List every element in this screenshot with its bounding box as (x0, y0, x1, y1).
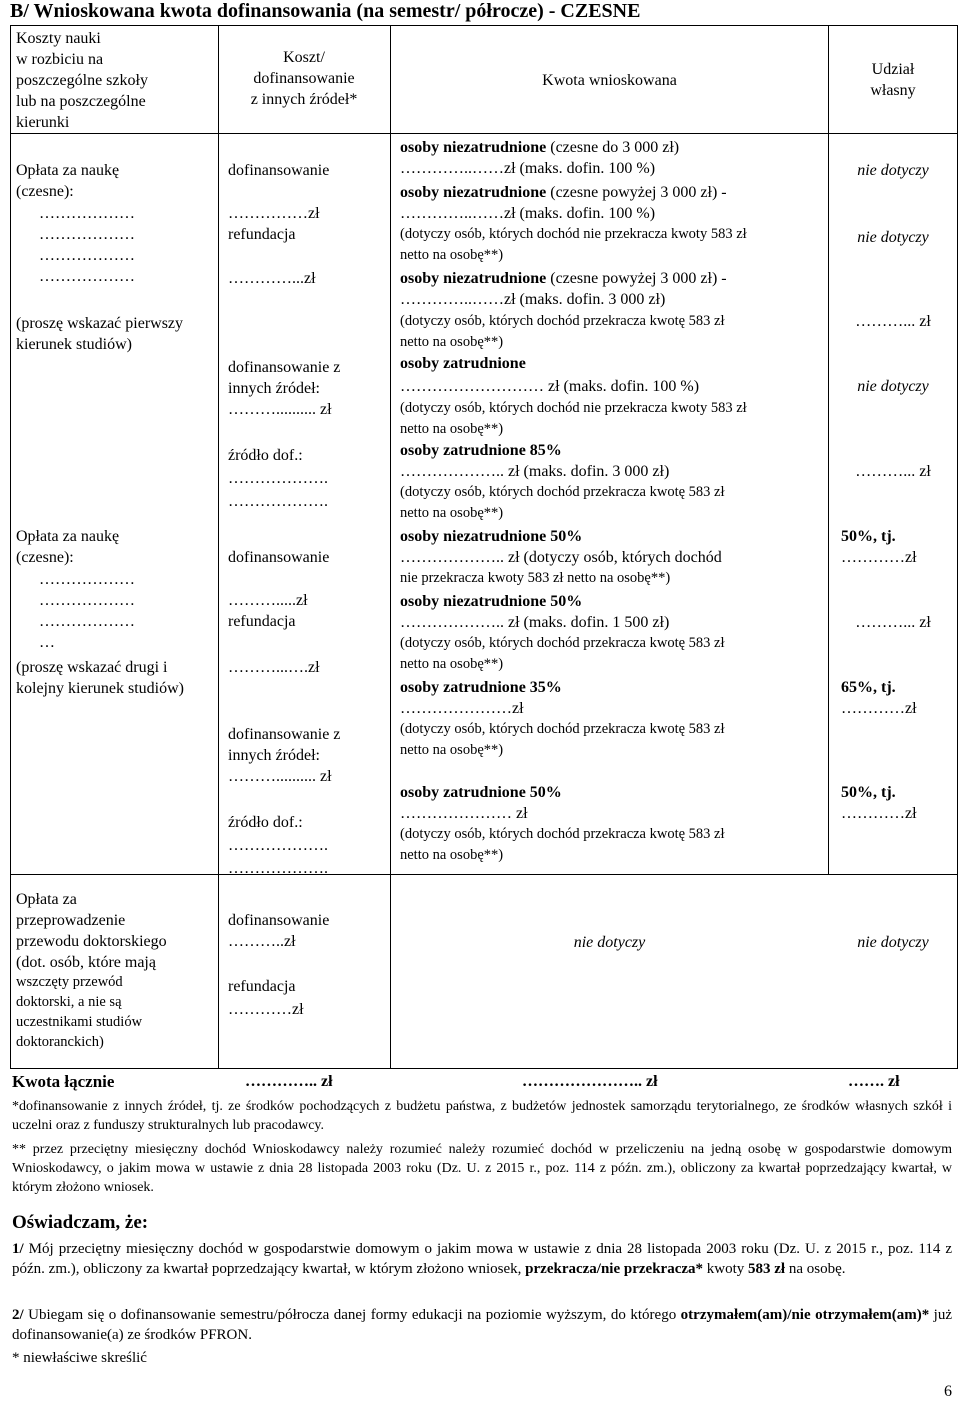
entry-amount[interactable]: …………………zł (400, 700, 524, 717)
header-costs-line: lub na poszczególne (16, 93, 146, 110)
tuition-first-label: (czesne): (16, 183, 74, 200)
tuition-first-hint: kierunek studiów) (16, 336, 132, 353)
doctoral-fee-label: doktorski, a nie są (16, 994, 122, 1010)
entry-note: netto na osobę**) (400, 742, 504, 758)
tuition-second-blank: ……………… (39, 592, 135, 609)
tuition-second-label: Opłata za naukę (16, 528, 120, 545)
source-value[interactable]: ………………. (228, 493, 328, 510)
entry-note: netto na osobę**) (400, 247, 504, 263)
declaration-1: 1/ Mój przeciętny miesięczny dochód w gospodarstwie domowym o jakim mowa w ustawie z dnia 28 listopada 2003 roku (Dz. U. z 2015 r., poz. 114 z późn. zm.), obliczony za kwartał poprzedzający kwartał, w którym złożono wniosek, przekracza/nie przekracza* kwoty 583 zł na osobę. (12, 1241, 952, 1277)
own-share-value: nie dotyczy (857, 162, 929, 179)
tuition-first-blank: ……………… (39, 205, 135, 222)
total-label: Kwota łącznie (12, 1072, 115, 1091)
entry-amount[interactable]: …………..……zł (maks. dofin. 100 %) (400, 205, 656, 222)
entry-amount[interactable]: ……………………… zł (maks. dofin. 100 %) (400, 378, 700, 395)
tuition-first-blank: ……………… (39, 268, 135, 285)
tuition-second-blank: ……………… (39, 613, 135, 630)
entry-title: osoby zatrudnione 85% (400, 442, 562, 459)
entry-amount[interactable]: …………..……zł (maks. dofin. 3 000 zł) (400, 291, 666, 308)
own-share-value[interactable]: ………... zł (855, 614, 931, 631)
tuition-first-hint: (proszę wskazać pierwszy (16, 315, 184, 332)
entry-title: osoby zatrudnione (400, 355, 526, 372)
page-number: 6 (944, 1383, 952, 1400)
tuition-second-hint: kolejny kierunek studiów) (16, 680, 184, 697)
entry-amount[interactable]: ……………….. zł (dotyczy osób, których dochód (400, 549, 722, 566)
entry-note: (dotyczy osób, których dochód przekracza kwotę 583 zł (400, 313, 725, 329)
tuition-first-label: Opłata za naukę (16, 162, 120, 179)
entry-note: nie przekracza kwoty 583 zł netto na osobę**) (400, 570, 671, 586)
entry-note: netto na osobę**) (400, 505, 504, 521)
footnote-other-sources: *dofinansowanie z innych źródeł, tj. ze środków pochodzących z budżetu państwa, z budżetów jednostek samorządu terytorialnego, ze środków własnych szkół i uczelni oraz z funduszy strukturalnych lub pracodawcy. (12, 1099, 952, 1133)
other-sources-label: innych źródeł: (228, 380, 320, 397)
header-cost-line: dofinansowanie (253, 70, 355, 87)
co-funding-label: dofinansowanie (228, 162, 330, 179)
entry-amount[interactable]: ………………… zł (400, 805, 528, 822)
co-funding-label: dofinansowanie (228, 912, 330, 929)
col-divider (218, 26, 219, 1069)
tuition-first-blank: ……………… (39, 247, 135, 264)
source-label: źródło dof.: (228, 814, 303, 831)
entry-title: osoby zatrudnione 35% (400, 679, 562, 696)
header-requested-amount: Kwota wnioskowana (542, 72, 677, 89)
doctoral-fee-label: przewodu doktorskiego (16, 933, 167, 950)
entry-note: (dotyczy osób, których dochód przekracza kwotę 583 zł (400, 721, 725, 737)
doctoral-fee-label: przeprowadzenie (16, 912, 126, 929)
doctoral-fee-label: uczestnikami studiów (16, 1014, 143, 1030)
row-divider (11, 133, 957, 134)
source-label: źródło dof.: (228, 447, 303, 464)
other-sources-amount[interactable]: ……….......... zł (228, 401, 332, 418)
source-value[interactable]: ………………. (228, 470, 328, 487)
entry-note: (dotyczy osób, których dochód przekracza kwotę 583 zł (400, 484, 725, 500)
entry-note: netto na osobę**) (400, 656, 504, 672)
row-divider (11, 874, 957, 875)
doctoral-fee-label: Opłata za (16, 891, 77, 908)
strike-note: * niewłaściwe skreślić (12, 1350, 147, 1366)
refund-amount[interactable]: …………...zł (228, 270, 316, 287)
entry-note: netto na osobę**) (400, 334, 504, 350)
declaration-2: 2/ Ubiegam się o dofinansowanie semestru/półrocza danej formy edukacji na poziomie wyższym, do którego otrzymałem(am)/nie otrzymałem(am)* już dofinansowanie(a) ze środków PFRON. (12, 1307, 952, 1343)
header-cost-line: Koszt/ (283, 49, 325, 66)
entry-note: (dotyczy osób, których dochód nie przekracza kwoty 583 zł (400, 400, 747, 416)
own-share-percent: 50%, tj. (841, 784, 896, 801)
section-heading: B/ Wnioskowana kwota dofinansowania (na semestr/ półrocze) - CZESNE (10, 0, 641, 22)
tuition-second-blank: … (39, 634, 55, 651)
entry-title: osoby niezatrudnione (czesne powyżej 3 000 zł) - (400, 184, 727, 201)
col-divider (390, 26, 391, 1069)
entry-note: (dotyczy osób, których dochód przekracza kwotę 583 zł (400, 826, 725, 842)
total-cost-value[interactable]: ………….. zł (245, 1073, 333, 1090)
co-funding-amount[interactable]: ……….....zł (228, 592, 308, 609)
other-sources-amount[interactable]: ……….......... zł (228, 768, 332, 785)
header-own-share: Udział (871, 61, 915, 78)
own-share-not-applicable: nie dotyczy (857, 934, 929, 951)
header-cost-line: z innych źródeł* (250, 91, 358, 108)
entry-note: netto na osobę**) (400, 847, 504, 863)
entry-title: osoby niezatrudnione (czesne do 3 000 zł) (400, 139, 680, 156)
own-share-percent: 50%, tj. (841, 528, 896, 545)
entry-title: osoby niezatrudnione 50% (400, 593, 583, 610)
other-sources-label: dofinansowanie z (228, 359, 341, 376)
own-share-value[interactable]: ………... zł (855, 313, 931, 330)
tuition-second-blank: ……………… (39, 571, 135, 588)
own-share-value[interactable]: …………zł (841, 700, 917, 717)
entry-amount[interactable]: ……………….. zł (maks. dofin. 3 000 zł) (400, 463, 670, 480)
declaration-heading: Oświadczam, że: (12, 1212, 149, 1233)
requested-not-applicable: nie dotyczy (573, 934, 646, 951)
tuition-second-label: (czesne): (16, 549, 74, 566)
total-requested-value[interactable]: ………………….. zł (522, 1073, 658, 1090)
co-funding-label: dofinansowanie (228, 549, 330, 566)
total-own-value[interactable]: ……. zł (848, 1073, 900, 1090)
header-costs-line: kierunki (16, 114, 70, 131)
doctoral-fee-label: doktoranckich) (16, 1034, 104, 1050)
refund-amount[interactable]: …………zł (228, 1001, 304, 1018)
refund-label: refundacja (228, 613, 296, 630)
source-value[interactable]: ………………. (228, 837, 328, 854)
refund-label: refundacja (228, 226, 296, 243)
co-funding-amount[interactable]: ………..zł (228, 933, 296, 950)
entry-title: osoby zatrudnione 50% (400, 784, 562, 801)
header-costs-line: w rozbiciu na (16, 51, 104, 68)
own-share-value: nie dotyczy (857, 378, 929, 395)
refund-amount[interactable]: ………...….zł (228, 659, 320, 676)
own-share-value[interactable]: ………... zł (855, 463, 931, 480)
tuition-second-hint: (proszę wskazać drugi i (16, 659, 168, 676)
co-funding-amount[interactable]: ……………zł (228, 205, 320, 222)
tuition-first-blank: ……………… (39, 226, 135, 243)
source-value[interactable]: ………………. (228, 860, 328, 877)
col-divider (828, 26, 829, 874)
entry-note: (dotyczy osób, których dochód przekracza kwotę 583 zł (400, 635, 725, 651)
own-share-value[interactable]: …………zł (841, 805, 917, 822)
entry-amount[interactable]: …………..……zł (maks. dofin. 100 %) (400, 160, 656, 177)
entry-title: osoby niezatrudnione (czesne powyżej 3 000 zł) - (400, 270, 727, 287)
header-costs-line: Koszty nauki (16, 30, 101, 47)
own-share-value[interactable]: …………zł (841, 549, 917, 566)
header-costs-line: poszczególne szkoły (16, 72, 148, 89)
doctoral-fee-label: (dot. osób, które mają (16, 954, 156, 971)
footnote-income: ** przez przeciętny miesięczny dochód Wnioskodawcy należy rozumieć należy rozumieć dochód w przeliczeniu na jedną osobę w gospodarstwie domowym Wnioskodawcy, o jakim mowa w ustawie z dnia 28 listopada 2003 roku (Dz. U. z 2015 r., poz. 114 z późn. zm.), obliczony za kwartał poprzedzający kwartał, w którym złożono wniosek. (12, 1142, 952, 1195)
entry-title: osoby niezatrudnione 50% (400, 528, 583, 545)
other-sources-label: innych źródeł: (228, 747, 320, 764)
header-own-share: własny (870, 82, 916, 99)
entry-note: (dotyczy osób, których dochód nie przekracza kwoty 583 zł (400, 226, 747, 242)
doctoral-fee-label: wszczęty przewód (16, 974, 123, 990)
own-share-value: nie dotyczy (857, 229, 929, 246)
refund-label: refundacja (228, 978, 296, 995)
other-sources-label: dofinansowanie z (228, 726, 341, 743)
entry-amount[interactable]: ……………….. zł (maks. dofin. 1 500 zł) (400, 614, 670, 631)
funding-table (10, 25, 958, 1069)
own-share-percent: 65%, tj. (841, 679, 896, 696)
entry-note: netto na osobę**) (400, 421, 504, 437)
